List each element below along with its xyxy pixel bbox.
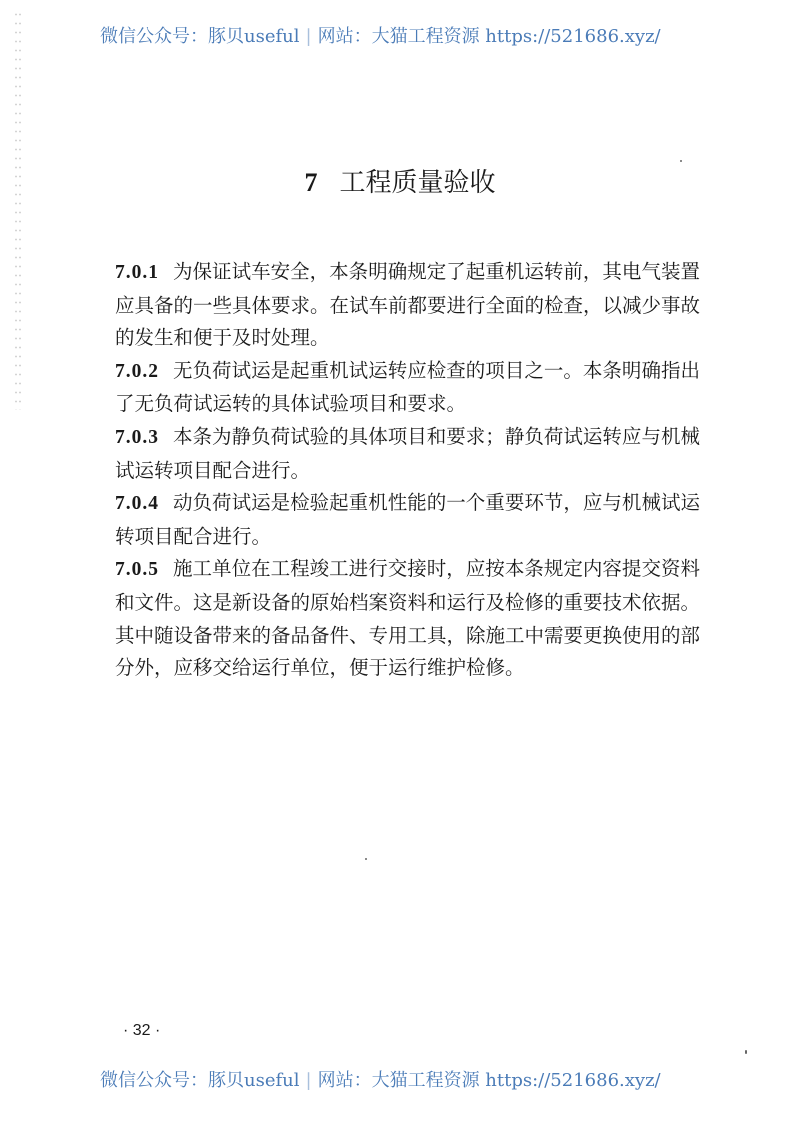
clause-text: 动负荷试运是检验起重机性能的一个重要环节，应与机械试运转项目配合进行。 — [115, 491, 700, 548]
clause-7-0-2 — [115, 355, 700, 421]
watermark-website: 网站：大猫工程资源 https://521686.xyz/ — [317, 1070, 661, 1091]
clause-number: 7.0.4 — [115, 493, 159, 515]
watermark-separator: | — [305, 26, 312, 47]
watermark-footer — [100, 1066, 720, 1092]
chapter-number: 7 — [304, 168, 318, 197]
clause-text: 施工单位在工程竣工进行交接时，应按本条规定内容提交资料和文件。这是新设备的原始档案资料和运行及检修的重要技术依据。其中随设备带来的备品备件、专用工具，除施工中需要更换使用的部分外，应移交给运行单位，便于运行维护检修。 — [115, 557, 701, 680]
clause-text: 为保证试车安全，本条明确规定了起重机运转前，其电气装置应具备的一些具体要求。在试车前都要进行全面的检查，以减少事故的发生和便于及时处理。 — [115, 260, 701, 350]
page-number: · 32 · — [123, 1022, 161, 1039]
scan-edge-artifact — [14, 10, 22, 410]
clause-text: 无负荷试运是起重机试运转应检查的项目之一。本条明确指出了无负荷试运转的具体试验项目和要求。 — [115, 358, 700, 416]
clause-7-0-4 — [115, 487, 700, 553]
watermark-wechat: 微信公众号：豚贝useful — [100, 26, 300, 47]
watermark-wechat: 微信公众号：豚贝useful — [100, 1070, 300, 1091]
scan-speck — [365, 858, 367, 860]
clause-7-0-3 — [115, 421, 700, 487]
watermark-website: 网站：大猫工程资源 https://521686.xyz/ — [317, 26, 661, 47]
clause-number: 7.0.2 — [115, 360, 159, 382]
clause-list — [115, 256, 700, 685]
clause-number: 7.0.5 — [115, 559, 159, 581]
clause-number: 7.0.3 — [115, 426, 159, 448]
watermark-separator: | — [305, 1070, 312, 1091]
watermark-header — [100, 22, 720, 48]
clause-text: 本条为静负荷试验的具体项目和要求；静负荷试运转应与机械试运转项目配合进行。 — [115, 424, 700, 482]
scan-speck — [745, 1050, 747, 1054]
chapter-heading — [0, 162, 800, 199]
clause-number: 7.0.1 — [115, 262, 159, 283]
clause-7-0-5 — [115, 553, 700, 684]
chapter-title: 工程质量验收 — [339, 168, 496, 198]
clause-7-0-1 — [115, 256, 700, 355]
